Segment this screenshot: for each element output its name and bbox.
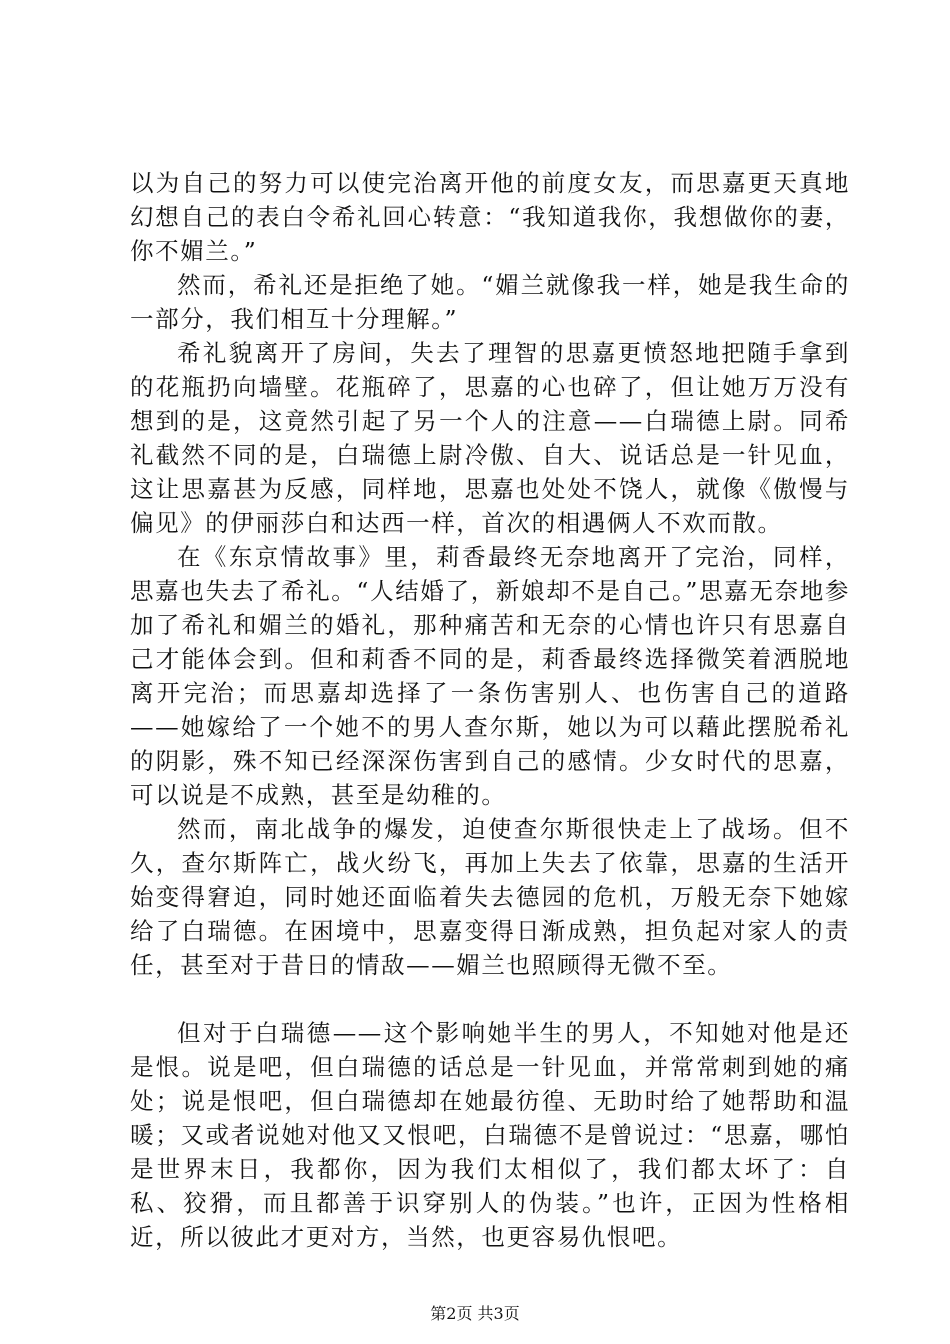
paragraph-2: 然而，希礼还是拒绝了她。“媚兰就像我一样，她是我生命的一部分，我们相互十分理解。” (130, 271, 850, 333)
paragraph-gap (130, 982, 850, 1016)
paragraph-3: 希礼貌离开了房间，失去了理智的思嘉更愤怒地把随手拿到的花瓶扔向墙壁。花瓶碎了，思嘉的心也碎了，但让她万万没有想到的是，这竟然引起了另一个人的注意——白瑞德上尉。同希礼截然不同的是，白瑞德上尉冷傲、自大、说话总是一针见血，这让思嘉甚为反感，同样地，思嘉也处处不饶人，就像《傲慢与偏见》的伊丽莎白和达西一样，首次的相遇俩人不欢而散。 (130, 339, 850, 537)
paragraph-6: 但对于白瑞德——这个影响她半生的男人，不知她对他是还是恨。说是吧，但白瑞德的话总是一针见血，并常常刺到她的痛处；说是恨吧，但白瑞德却在她最彷徨、无助时给了她帮助和温暖；又或者说她对他又又恨吧，白瑞德不是曾说过：“思嘉，哪怕是世界末日，我都你，因为我们太相似了，我们都太坏了：自私、狡猾，而且都善于识穿别人的伪装。”也许，正因为性格相近，所以彼此才更对方，当然，也更容易仇恨吧。 (130, 1019, 850, 1251)
document-body (130, 166, 850, 1254)
paragraph-4: 在《东京情故事》里，莉香最终无奈地离开了完治，同样，思嘉也失去了希礼。“人结婚了，新娘却不是自己。”思嘉无奈地参加了希礼和媚兰的婚礼，那种痛苦和无奈的心情也许只有思嘉自己才能体会到。但和莉香不同的是，莉香最终选择微笑着洒脱地离开完治；而思嘉却选择了一条伤害别人、也伤害自己的道路——她嫁给了一个她不的男人查尔斯，她以为可以藉此摆脱希礼的阴影，殊不知已经深深伤害到自己的感情。少女时代的思嘉，可以说是不成熟，甚至是幼稚的。 (130, 543, 850, 809)
paragraph-1: 以为自己的努力可以使完治离开他的前度女友，而思嘉更天真地幻想自己的表白令希礼回心转意：“我知道我你，我想做你的妻，你不媚兰。” (130, 169, 850, 265)
page-number-footer: 第2页 共3页 (430, 1304, 520, 1323)
paragraph-5: 然而，南北战争的爆发，迫使查尔斯很快走上了战场。但不久，查尔斯阵亡，战火纷飞，再加上失去了依靠，思嘉的生活开始变得窘迫，同时她还面临着失去德园的危机，万般无奈下她嫁给了白瑞德。在困境中，思嘉变得日渐成熟，担负起对家人的责任，甚至对于昔日的情敌——媚兰也照顾得无微不至。 (130, 815, 850, 979)
